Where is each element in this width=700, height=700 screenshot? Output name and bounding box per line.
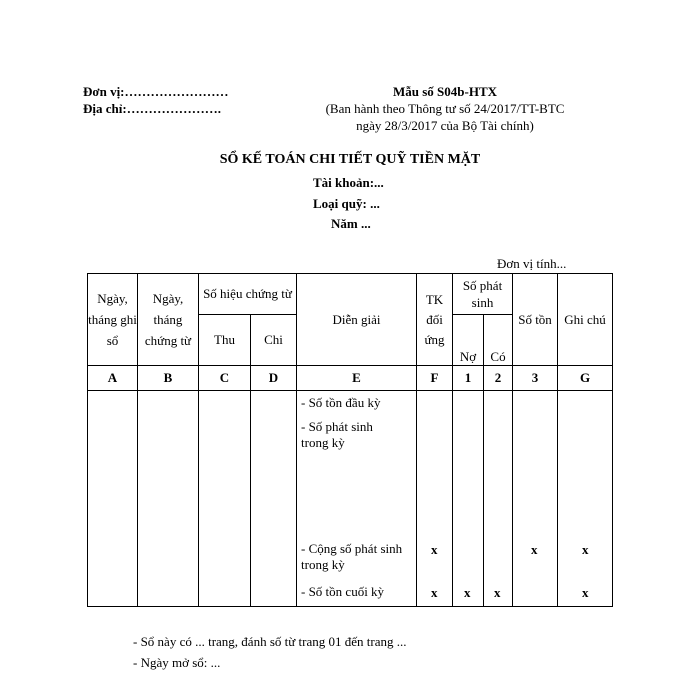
year-line: Năm ... [331,216,371,231]
body-col-g [558,391,613,607]
col-payment: Chi [251,315,297,366]
unit-line: Đơn vị:…………………… [83,84,229,99]
col-desc: Diễn giải [297,274,417,366]
form-info [300,83,590,134]
col-note: Ghi chú [558,274,613,366]
body-col-d [251,391,297,607]
form-code: Mẫu số S04b-HTX [392,84,498,99]
letter-g: G [558,366,613,391]
row-opening-balance: - Số tồn đầu kỳ [301,395,381,410]
row-period-activity: - Số phát sinh trong kỳ [301,419,373,450]
mark-1-closing: x [464,585,471,600]
fund-type-line: Loại quỹ: ... [313,196,380,211]
col-debit: Nợ [453,315,484,366]
row-period-total: - Cộng số phát sinh trong kỳ [301,541,403,572]
body-col-c [199,391,251,607]
col-credit: Có [484,315,513,366]
letter-c: C [199,366,251,391]
letter-e: E [297,366,417,391]
col-account: TK đối ứng [417,274,453,366]
letter-2: 2 [484,366,513,391]
col-amount: Số phát sinh [453,274,513,315]
col-date-doc: Ngày, tháng chứng từ [138,274,199,366]
currency-unit: Đơn vị tính... [497,256,567,271]
mark-f-closing: x [431,585,438,600]
mark-f-total: x [431,542,438,557]
ledger-table [87,273,613,607]
issued-line-2: ngày 28/3/2017 của Bộ Tài chính) [356,118,534,133]
letter-3: 3 [513,366,558,391]
letter-f: F [417,366,453,391]
open-date-note: - Ngày mở sổ: ... [133,655,221,670]
col-receipt: Thu [199,315,251,366]
letter-1: 1 [453,366,484,391]
mark-2-closing: x [494,585,501,600]
mark-g-closing: x [582,585,589,600]
body-col-e [297,391,417,607]
body-col-a [88,391,138,607]
pages-note: - Sổ này có ... trang, đánh số từ trang 01 đến trang ... [133,634,407,649]
mark-g-total: x [582,542,589,557]
unit-info [83,83,229,117]
mark-3-total: x [531,542,538,557]
col-doc-number: Số hiệu chứng từ [199,274,297,315]
col-balance: Số tồn [513,274,558,366]
letter-b: B [138,366,199,391]
letter-d: D [251,366,297,391]
body-col-2 [484,391,513,607]
row-closing-balance: - Số tồn cuối kỳ [301,584,385,599]
body-col-b [138,391,199,607]
body-col-1 [453,391,484,607]
letter-a: A [88,366,138,391]
address-line: Địa chỉ:…………………. [83,101,221,116]
body-col-f [417,391,453,607]
issued-line-1: (Ban hành theo Thông tư số 24/2017/TT-BTC [325,101,565,116]
col-date-record: Ngày, tháng ghi sổ [88,274,138,366]
body-col-3 [513,391,558,607]
page-title: SỔ KẾ TOÁN CHI TIẾT QUỸ TIỀN MẶT [219,152,481,167]
account-line: Tài khoản:... [313,175,384,190]
